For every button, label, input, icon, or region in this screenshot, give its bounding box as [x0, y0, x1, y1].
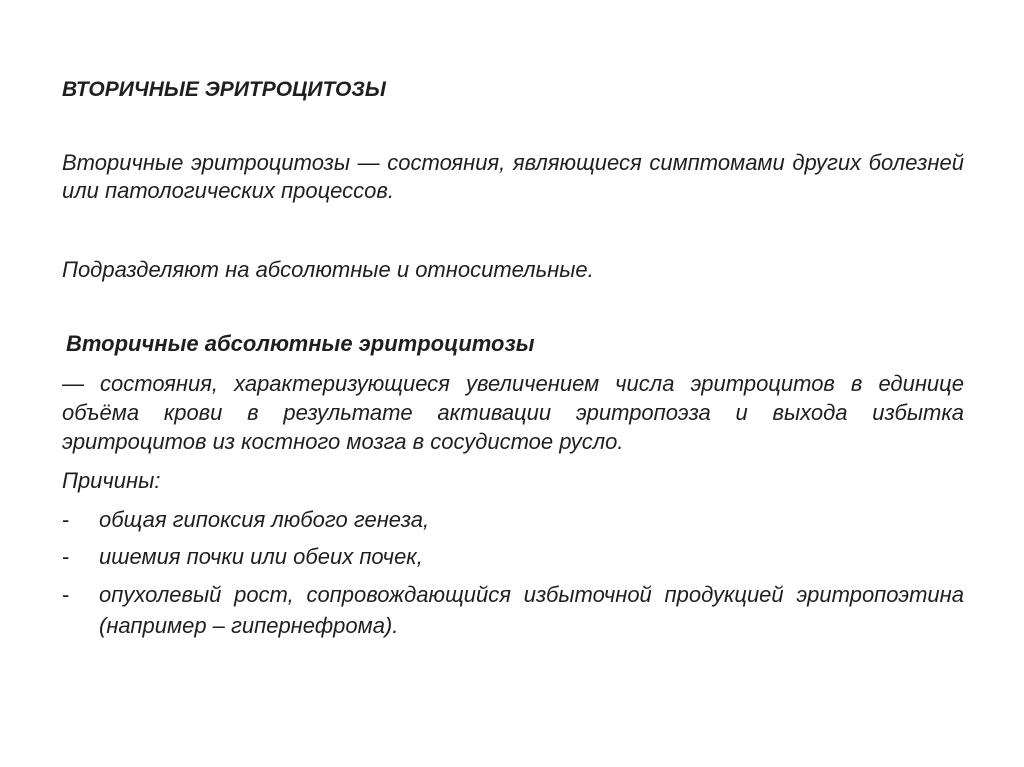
classification-paragraph: Подразделяют на абсолютные и относительные.	[62, 257, 594, 282]
causes-list	[62, 505, 964, 649]
list-bullet: -	[62, 544, 70, 569]
list-item-text: ишемия почки или обеих почек,	[99, 544, 423, 569]
list-item	[62, 505, 964, 534]
list-bullet: -	[62, 507, 70, 532]
definition-paragraph: Вторичные эритроцитозы — состояния, являющиеся симптомами других болезней или патологических процессов.	[62, 150, 964, 203]
list-item-text: опухолевый рост, сопровождающийся избыточной продукцией эритропоэтина (например – гипернефрома).	[99, 582, 964, 638]
list-item-text: общая гипоксия любого генеза,	[99, 507, 430, 532]
list-bullet: -	[62, 582, 70, 607]
subheading: Вторичные абсолютные эритроцитозы	[66, 331, 535, 356]
list-item	[62, 579, 964, 641]
absolute-definition-paragraph: — состояния, характеризующиеся увеличением числа эритроцитов в единице объёма крови в результате активации эритропоэза и выхода избытка эритроцитов из костного мозга в сосудистое русло.	[62, 371, 964, 454]
causes-label: Причины:	[62, 468, 161, 493]
list-item	[62, 542, 964, 571]
slide-title: ВТОРИЧНЫЕ ЭРИТРОЦИТОЗЫ	[62, 78, 386, 101]
